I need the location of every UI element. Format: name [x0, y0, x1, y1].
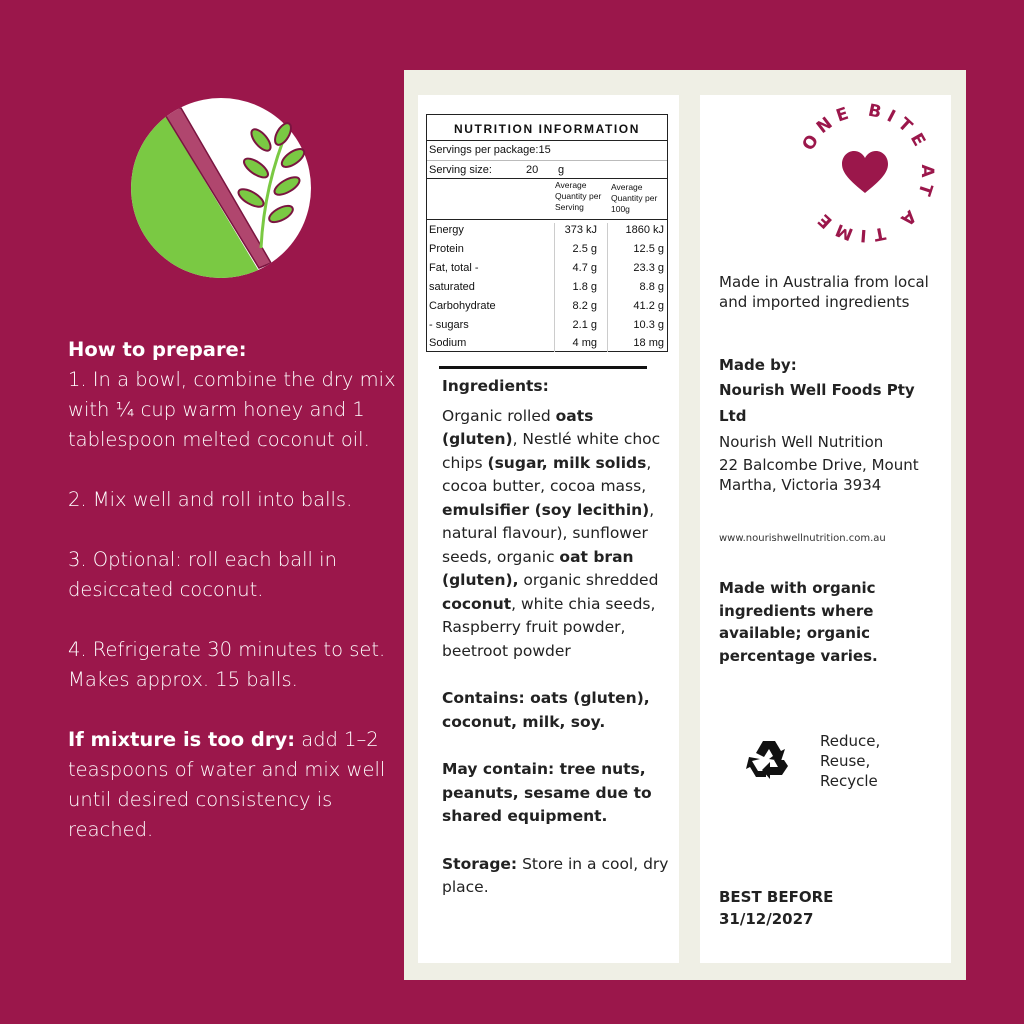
ingredients-list: Organic rolled oats (gluten), Nestlé white choc chips (sugar, milk solids, cocoa butter, cocoa mass, emulsifier (soy lecithin), natural flavour), sunflower seeds, organic oat bran (gluten), organic shredded coconut, white chia seeds, Raspberry fruit powder, beetroot powder [442, 406, 661, 660]
nutrient-per100: 18 mg [633, 337, 664, 349]
nutrient-per100: 23.3 g [633, 262, 664, 274]
brand-logo-icon [131, 98, 311, 278]
ingredients-section [442, 375, 674, 924]
preparation-instructions [68, 335, 398, 875]
brand-name: Nourish Well Nutrition [719, 433, 884, 451]
nutrition-title: NUTRITION INFORMATION [453, 122, 641, 136]
nutrient-per100: 12.5 g [633, 243, 664, 255]
allergen-contains: Contains: oats (gluten), coconut, milk, soy. [442, 689, 650, 731]
nutrient-label: Energy [429, 224, 464, 236]
serving-size-unit: g [558, 164, 565, 176]
nutrient-serving: 1.8 g [572, 281, 597, 293]
nutrient-label: Sodium [429, 337, 467, 349]
storage-label: Storage: [442, 854, 518, 873]
nutrition-table [426, 114, 668, 352]
prepare-step-4: 4. Refrigerate 30 minutes to set. [68, 638, 386, 661]
company-name: Nourish Well Foods Pty Ltd [719, 381, 915, 425]
nutrient-per100: 8.8 g [639, 281, 664, 293]
col-header-serving: Average Quantity per Serving [555, 180, 602, 212]
company-address: 22 Balcombe Drive, Mount Martha, Victoria 3934 [719, 456, 919, 494]
website-link[interactable]: www.nourishwellnutrition.com.au [719, 533, 886, 544]
nutrient-serving: 4 mg [572, 337, 597, 349]
badge-text: ONE BITE AT A TIME [798, 100, 938, 246]
origin-statement: Made in Australia from local and imported ingredients [719, 273, 929, 311]
nutrient-serving: 373 kJ [564, 224, 597, 236]
nutrient-serving: 8.2 g [572, 300, 597, 312]
allergen-may-contain: May contain: tree nuts, peanuts, sesame due to shared equipment. [442, 760, 652, 825]
nutrient-label: Protein [429, 243, 464, 255]
made-by-label: Made by: [719, 356, 797, 374]
nutrient-per100: 1860 kJ [625, 224, 664, 236]
nutrient-serving: 4.7 g [572, 262, 597, 274]
dry-mixture-heading: If mixture is too dry: [68, 728, 296, 751]
col-header-100g: Average Quantity per 100g [611, 182, 658, 214]
ingredients-heading: Ingredients: [442, 377, 549, 395]
serving-size-value: 20 [526, 164, 539, 176]
nutrient-serving: 2.5 g [572, 243, 597, 255]
prepare-step-1: 1. In a bowl, combine the dry mix with ¼ cup warm honey and 1 tablespoon melted coconut oil. [68, 368, 396, 451]
makes-quantity: Makes approx. 15 balls. [68, 668, 298, 691]
nutrient-label: Fat, total - [429, 262, 479, 274]
servings-per-package: Servings per package:15 [429, 144, 551, 156]
recycle-text: Reduce, Reuse, Recycle [820, 732, 881, 790]
nutrient-serving: 2.1 g [572, 319, 597, 331]
best-before-date: 31/12/2027 [719, 910, 814, 928]
nutrient-label: saturated [429, 281, 475, 293]
dry-mixture-text: add 1–2 teaspoons of water and mix well until desired consistency is reached. [68, 728, 386, 841]
prepare-step-2: 2. Mix well and roll into balls. [68, 488, 353, 511]
heart-icon [842, 151, 888, 193]
one-bite-badge [790, 98, 940, 248]
nutrient-label: - sugars [429, 319, 469, 331]
nutrient-label: Carbohydrate [429, 300, 496, 312]
nutrient-per100: 41.2 g [633, 300, 664, 312]
prepare-step-3: 3. Optional: roll each ball in desiccated coconut. [68, 548, 337, 601]
recycle-icon [746, 737, 792, 783]
storage-text: Store in a cool, dry place. [442, 854, 669, 896]
nutrient-per100: 10.3 g [633, 319, 664, 331]
ingredients-divider [439, 366, 647, 369]
prepare-heading: How to prepare: [68, 338, 247, 361]
best-before-label: BEST BEFORE [719, 888, 834, 906]
organic-note: Made with organic ingredients where available; organic percentage varies. [719, 579, 878, 665]
serving-size-label: Serving size: [429, 164, 492, 176]
